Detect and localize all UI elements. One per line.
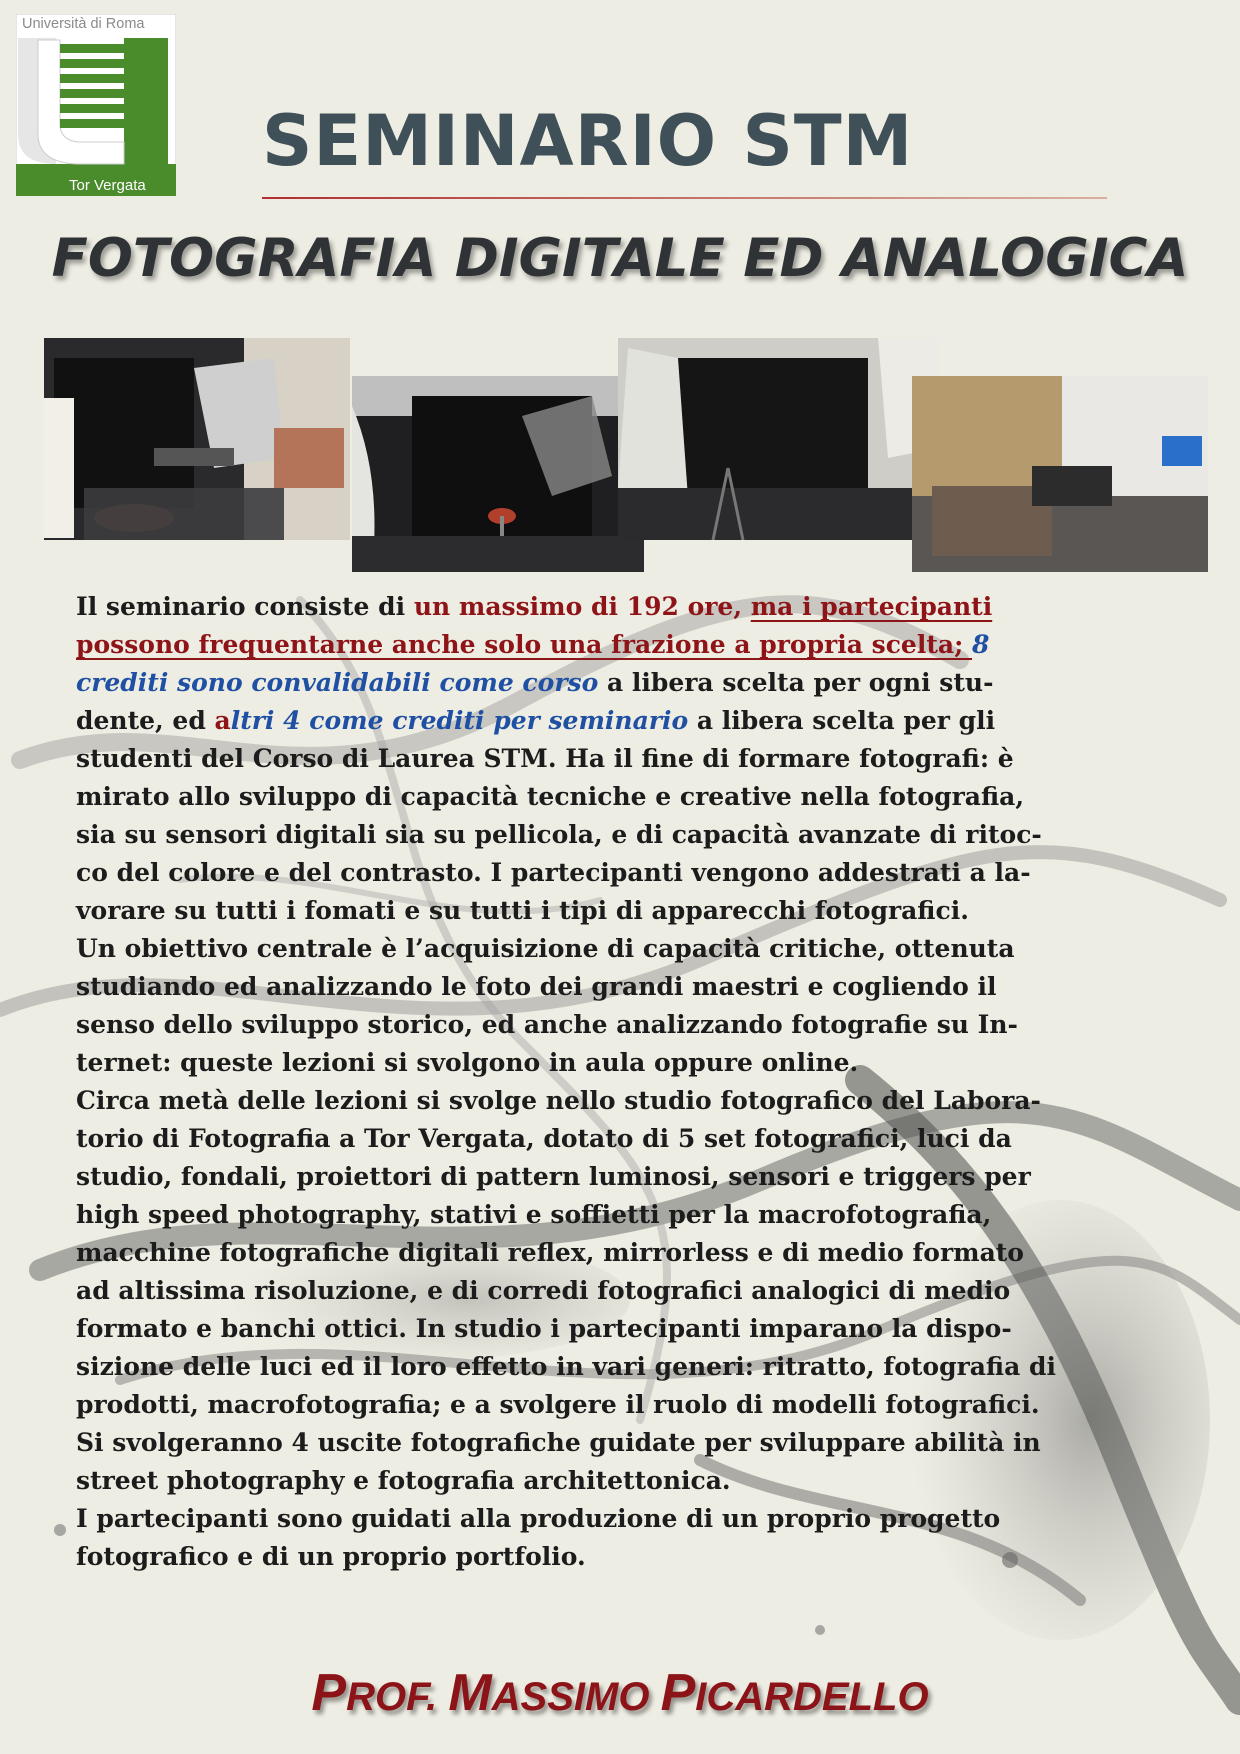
text-line: mirato allo sviluppo di capacità tecniche e creative nella fotografia,: [76, 782, 1025, 811]
text-line: sizione delle luci ed il loro effetto in vari generi: ritratto, fotografia di: [76, 1352, 1056, 1381]
text-line: Il seminario consiste di un massimo di 192 ore, ma i partecipanti: [76, 592, 993, 621]
text-line: dente, ed altri 4 come crediti per seminario a libera scelta per gli: [76, 706, 996, 735]
text-line: studenti del Corso di Laurea STM. Ha il fine di formare fotografi: è: [76, 744, 1014, 773]
text-line: I partecipanti sono guidati alla produzione di un proprio progetto: [76, 1504, 1001, 1533]
header-title: SEMINARIO STM: [262, 100, 914, 182]
text-line: Circa metà delle lezioni si svolge nello studio fotografico del Labora-: [76, 1086, 1041, 1115]
logo-bottom-text: Tor Vergata: [69, 177, 146, 194]
highlight-max-hours: un massimo di 192 ore,: [413, 592, 751, 621]
text-line: high speed photography, stativi e soffietti per la macrofotografia,: [76, 1200, 992, 1229]
text-line: formato e banchi ottici. In studio i partecipanti imparano la dispo-: [76, 1314, 1012, 1343]
highlight-credits-seminar: ltri 4 come crediti per seminario: [230, 706, 689, 735]
text-line: sia su sensori digitali sia su pellicola, e di capacità avanzate di ritoc-: [76, 820, 1042, 849]
text-line: Si svolgeranno 4 uscite fotografiche guidate per sviluppare abilità in: [76, 1428, 1041, 1457]
university-logo: [16, 14, 176, 196]
text-line: ad altissima risoluzione, e di corredi fotografici analogici di medio: [76, 1276, 1011, 1305]
text-line: prodotti, macrofotografia; e a svolgere il ruolo di modelli fotografici.: [76, 1390, 1040, 1419]
text-line: [76, 626, 1136, 664]
logo-top-text: Università di Roma: [22, 16, 145, 32]
studio-photo-1: [44, 338, 350, 540]
studio-photo-4: [912, 376, 1208, 572]
text-line: vorare su tutti i fomati e su tutti i tipi di apparecchi fotografici.: [76, 896, 969, 925]
description-text: [76, 588, 1136, 1576]
text-line: Un obiettivo centrale è l’acquisizione di capacità critiche, ottenuta: [76, 934, 1015, 963]
highlight-fraction: possono frequentarne anche solo una frazione a propria scelta;: [76, 630, 973, 659]
studio-photo-3: [618, 338, 940, 540]
text-line: crediti sono convalidabili come corso a libera scelta per ogni stu-: [76, 668, 994, 697]
professor-name: PROF. MASSIMO PICARDELLO: [311, 1664, 929, 1722]
studio-photo-2: [352, 376, 644, 572]
text-line: studio, fondali, proiettori di pattern luminosi, sensori e triggers per: [76, 1162, 1031, 1191]
subtitle: FOTOGRAFIA DIGITALE ED ANALOGICA: [51, 228, 1189, 289]
text-line: studiando ed analizzando le foto dei grandi maestri e cogliendo il: [76, 972, 997, 1001]
text-line: senso dello sviluppo storico, ed anche analizzando fotografie su In-: [76, 1010, 1018, 1039]
header-divider: [262, 197, 1107, 199]
highlight-credits-course: crediti sono convalidabili come corso: [76, 668, 599, 697]
text-line: street photography e fotografia architettonica.: [76, 1466, 731, 1495]
highlight-credits-number: 8: [972, 630, 990, 659]
text-line: co del colore e del contrasto. I partecipanti vengono addestrati a la-: [76, 858, 1031, 887]
text-line: ternet: queste lezioni si svolgono in aula oppure online.: [76, 1048, 859, 1077]
text-line: fotografico e di un proprio portfolio.: [76, 1542, 586, 1571]
highlight-participants: ma i partecipanti: [750, 592, 993, 621]
text-line: macchine fotografiche digitali reflex, mirrorless e di medio formato: [76, 1238, 1024, 1267]
text-line: torio di Fotografia a Tor Vergata, dotato di 5 set fotografici, luci da: [76, 1124, 1012, 1153]
